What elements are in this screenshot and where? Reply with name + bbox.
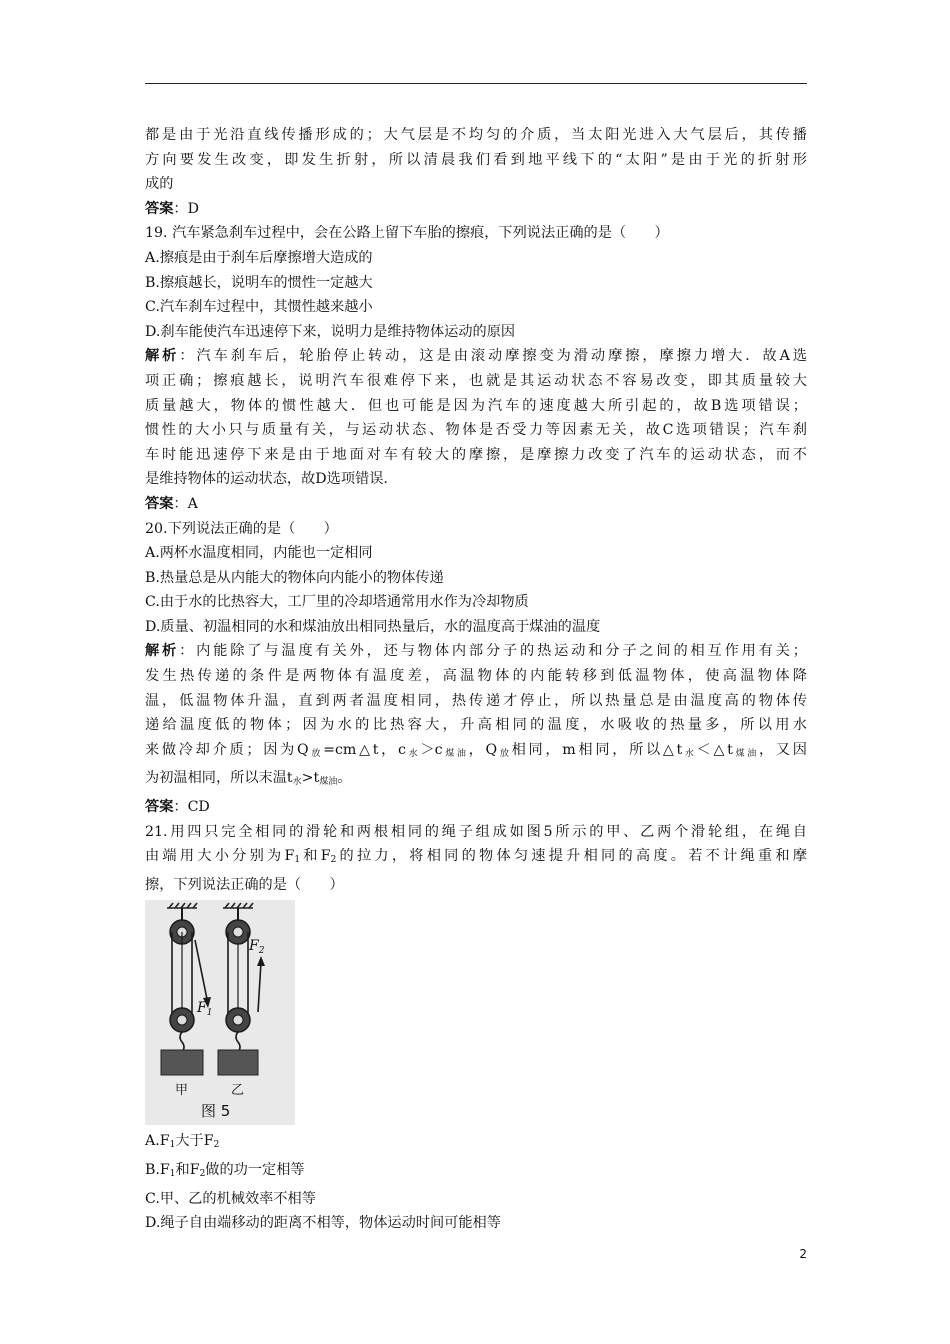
analysis-label: 解析 <box>145 348 180 365</box>
analysis-line: 惯性的大小只与质量有关，与运动状态、物体是否受力等因素无关，故C选项错误；汽车刹 <box>145 422 807 439</box>
figure-background <box>145 900 295 1125</box>
question-21-stem: 擦，下列说法正确的是（ ） <box>145 876 344 893</box>
text-line: 成的 <box>145 176 174 193</box>
text-line: 都是由于光沿直线传播形成的；大气层是不均匀的介质，当太阳光进入大气层后，其传播 <box>145 127 807 143</box>
analysis-line <box>145 639 807 664</box>
option-d: D.质量、初温相同的水和煤油放出相同热量后，水的温度高于煤油的温度 <box>145 618 601 635</box>
answer-line <box>145 492 807 517</box>
option-a: A.擦痕是由于刹车后摩擦增大造成的 <box>145 249 373 266</box>
answer-label: 答案 <box>145 799 174 816</box>
option-b: B.F1和F2做的功一定相等 <box>145 1162 305 1179</box>
analysis-line: 车时能迅速停下来是由于地面对车有较大的摩擦，是摩擦力改变了汽车的运动状态，而不 <box>145 446 807 463</box>
text-line: 方向要发生改变，即发生折射，所以清晨我们看到地平线下的“太阳”是由于光的折射形 <box>145 151 807 168</box>
weight-right <box>218 1050 258 1075</box>
option-a: A.F1大于F2 <box>145 1133 220 1151</box>
analysis-line: 递给温度低的物体；因为水的比热容大，升高相同的温度，水吸收的热量多，所以用水 <box>145 717 807 734</box>
header-rule <box>145 83 807 84</box>
question-21-stem: 21.用四只完全相同的滑轮和两根相同的绳子组成如图5所示的甲、乙两个滑轮组，在绳自 <box>145 823 807 840</box>
analysis-line: 温，低温物体升温，直到两者温度相同，热传递才停止，所以热量总是由温度高的物体传 <box>145 692 807 709</box>
answer-value: ：D <box>173 200 199 217</box>
option-c: C.甲、乙的机械效率不相等 <box>145 1190 316 1207</box>
question-20-stem: 20.下列说法正确的是（ ） <box>145 520 338 537</box>
page-number: 2 <box>799 1247 807 1261</box>
weight-left <box>161 1050 203 1075</box>
analysis-label: 解析 <box>145 643 180 660</box>
option-b: B.擦痕越长，说明车的惯性一定越大 <box>145 274 373 291</box>
document-body <box>145 123 807 1236</box>
answer-line <box>145 795 807 820</box>
question-21-stem: 由端用大小分别为F1和F2的拉力，将相同的物体匀速提升相同的高度。若不计绳重和摩 <box>145 848 807 866</box>
figure-caption: 图 5 <box>201 1102 231 1121</box>
pulley-figure <box>145 900 295 1125</box>
answer-value: ：CD <box>173 799 210 816</box>
analysis-text: ：内能除了与温度有关外，还与物体内部分子的热运动和分子之间的相互作用有关； <box>179 643 807 660</box>
answer-value: ：A <box>173 495 198 512</box>
formula-line: 为初温相同，所以末温$t_水>t_{煤油}$。 <box>145 770 352 788</box>
option-d: D.刹车能使汽车迅速停下来，说明力是维持物体运动的原因 <box>145 323 516 340</box>
option-a: A.两杯水温度相同，内能也一定相同 <box>145 545 373 562</box>
label-yi: 乙 <box>231 1083 245 1099</box>
answer-label: 答案 <box>145 200 174 217</box>
option-c: C.汽车刹车过程中，其惯性越来越小 <box>145 299 373 316</box>
question-19-stem: 19. 汽车紧急刹车过程中，会在公路上留下车胎的擦痕，下列说法正确的是（ ） <box>145 225 669 242</box>
option-d: D.绳子自由端移动的距离不相等，物体运动时间可能相等 <box>145 1215 501 1232</box>
label-f1: $F_1$ <box>197 1000 213 1019</box>
formula-line: 来做冷却介质；因为$Q_放=cm\triangle t$，$c_水>c_{煤油}$，$Q_放$相同，m相同，所以$\triangle t_水<\triangle t_{煤油}$，又因 <box>145 741 807 759</box>
analysis-line: 是维持物体的运动状态，故D选项错误. <box>145 471 388 488</box>
label-jia: 甲 <box>175 1083 189 1099</box>
analysis-line: 项正确；擦痕越长，说明汽车很难停下来，也就是其运动状态不容易改变，即其质量较大 <box>145 372 807 389</box>
analysis-line: 发生热传递的条件是两物体有温度差，高温物体的内能转移到低温物体，使高温物体降 <box>145 668 807 685</box>
option-b: B.热量总是从内能大的物体向内能小的物体传递 <box>145 569 444 586</box>
analysis-line: 质量越大，物体的惯性越大．但也可能是因为汽车的速度越大所引起的，故B选项错误； <box>145 397 807 414</box>
option-c: C.由于水的比热容大，工厂里的冷却塔通常用水作为冷却物质 <box>145 594 529 611</box>
answer-label: 答案 <box>145 495 174 512</box>
analysis-text: ：汽车刹车后，轮胎停止转动，这是由滚动摩擦变为滑动摩擦，摩擦力增大．故A选 <box>179 348 807 365</box>
analysis-line <box>145 344 807 369</box>
answer-line <box>145 197 807 222</box>
label-f2: $F_2$ <box>249 938 265 957</box>
